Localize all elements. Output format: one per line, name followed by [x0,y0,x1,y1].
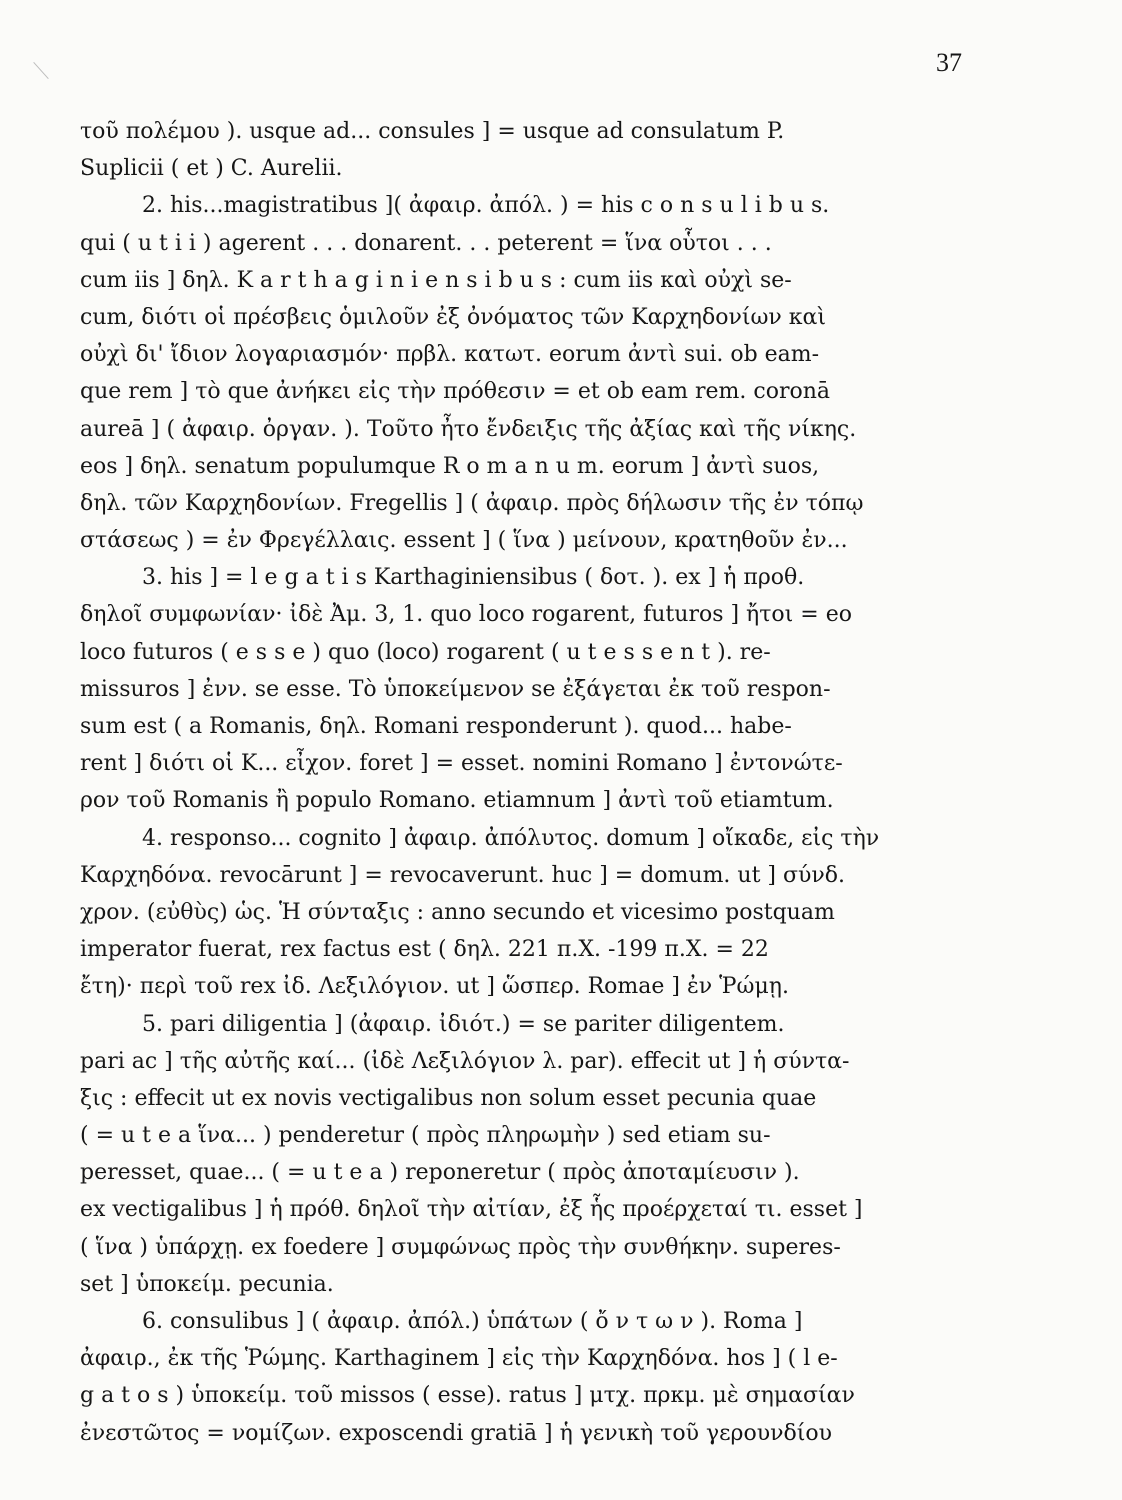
text-line: imperator fuerat, rex factus est ( δηλ. 221 π.Χ. -199 π.Χ. = 22 [80,937,769,963]
page-number: 37 [936,48,962,77]
paragraph-start-line: 6. consulibus ] ( ἀφαιρ. ἀπόλ.) ὑπάτων ( ὄ ν τ ω ν ). Roma ] [142,1309,803,1334]
text-line: cum iis ] δηλ. K a r t h a g i n i e n s i b u s : cum iis καὶ οὐχὶ se- [80,267,792,293]
text-line: στάσεως ) = ἐν Φρεγέλλαις. essent ] ( ἵνα ) μείνουν, κρατηθοῦν ἐν... [80,528,848,554]
text-line: οὐχὶ δι' ἴδιον λογαριασμόν· πρβλ. κατωτ. eorum ἀντὶ sui. ob eam- [80,342,820,368]
text-line: g a t o s ) ὑποκείμ. τοῦ missos ( esse). ratus ] μτχ. πρκμ. μὲ σημασίαν [80,1383,855,1409]
text-line: ἔτη)· περὶ τοῦ rex ἰδ. Λεξιλόγιον. ut ] ὥσπερ. Romae ] ἐν Ῥώμῃ. [80,974,789,1000]
text-line: sum est ( a Romanis, δηλ. Romani responderunt ). quod... habe- [80,714,792,739]
text-line: missuros ] ἐνν. se esse. Τὸ ὑποκείμενον se ἐξάγεται ἐκ τοῦ respon- [80,676,831,702]
text-line: δηλοῖ συμφωνίαν· ἰδὲ Ἀμ. 3, 1. quo loco rogarent, futuros ] ἤτοι = eo [80,602,852,628]
text-line: ρον τοῦ Romanis ἢ populo Romano. etiamnum ] ἀντὶ τοῦ etiamtum. [80,788,834,814]
scan-mark [33,62,48,79]
paragraph-start-line: 4. responso... cognito ] ἀφαιρ. ἀπόλυτος. domum ] οἴκαδε, εἰς τὴν [142,825,880,851]
text-line: aureā ] ( ἀφαιρ. ὀργαν. ). Τοῦτο ἦτο ἔνδειξις τῆς ἀξίας καὶ τῆς νίκης. [80,416,857,442]
text-line: que rem ] τὸ que ἀνήκει εἰς τὴν πρόθεσιν = et ob eam rem. coronā [80,379,831,405]
text-line: peresset, quae... ( = u t e a ) reponeretur ( πρὸς ἀποταμίευσιν ). [80,1160,800,1186]
text-line: eos ] δηλ. senatum populumque R o m a n u m. eorum ] ἀντὶ suos, [80,453,820,479]
text-line: qui ( u t i i ) agerent . . . donarent. . . peterent = ἵνα οὗτοι . . . [80,230,772,256]
text-line: set ] ὑποκείμ. pecunia. [80,1271,334,1297]
text-line: rent ] διότι οἱ K... εἶχον. foret ] = esset. nomini Romano ] ἐντονώτε- [80,751,843,777]
paragraph-start-line: 2. his...magistratibus ]( ἀφαιρ. ἀπόλ. ) = his c o n s u l i b u s. [142,193,830,219]
paragraph-start-line: 5. pari diligentia ] (ἀφαιρ. ἰδιότ.) = se pariter diligentem. [142,1011,785,1037]
text-line: ex vectigalibus ] ἡ πρόθ. δηλοῖ τὴν αἰτίαν, ἐξ ἧς προέρχεταί τι. esset ] [80,1197,863,1223]
commentary-text [80,113,1065,1452]
text-line: ἐνεστῶτος = νομίζων. exposcendi gratiā ] ἡ γενικὴ τοῦ γερουνδίου [80,1420,832,1446]
text-line: cum, διότι οἱ πρέσβεις ὁμιλοῦν ἐξ ὀνόματος τῶν Καρχηδονίων καὶ [80,304,826,330]
text-line: Καρχηδόνα. revocārunt ] = revocaverunt. huc ] = domum. ut ] σύνδ. [80,862,846,888]
text-line: ξις : effecit ut ex novis vectigalibus non solum esset pecunia quae [80,1085,817,1111]
text-line: Suplicii ( et ) C. Aurelii. [80,156,343,182]
text-line: ( ἵνα ) ὑπάρχῃ. ex foedere ] συμφώνως πρὸς τὴν συνθήκην. superes- [80,1234,841,1260]
text-line: loco futuros ( e s s e ) quo (loco) rogarent ( u t e s s e n t ). re- [80,639,771,665]
paragraph-start-line: 3. his ] = l e g a t i s Karthaginiensibus ( δοτ. ). ex ] ἡ προθ. [142,565,805,591]
text-line: ( = u t e a ἵνα... ) penderetur ( πρὸς πληρωμὴν ) sed etiam su- [80,1123,771,1149]
text-line: χρον. (εὐθὺς) ὡς. Ἡ σύνταξις : anno secundo et vicesimo postquam [80,899,835,925]
text-line: δηλ. τῶν Καρχηδονίων. Fregellis ] ( ἀφαιρ. πρὸς δήλωσιν τῆς ἐν τόπῳ [80,490,864,516]
text-line: ἀφαιρ., ἐκ τῆς Ῥώμης. Karthaginem ] εἰς τὴν Καρχηδόνα. hos ] ( l e- [80,1346,838,1372]
text-line: τοῦ πολέμου ). usque ad... consules ] = usque ad consulatum P. [80,119,785,144]
text-line: pari ac ] τῆς αὐτῆς καί... (ἰδὲ Λεξιλόγιον λ. par). effecit ut ] ἡ σύντα- [80,1048,850,1074]
